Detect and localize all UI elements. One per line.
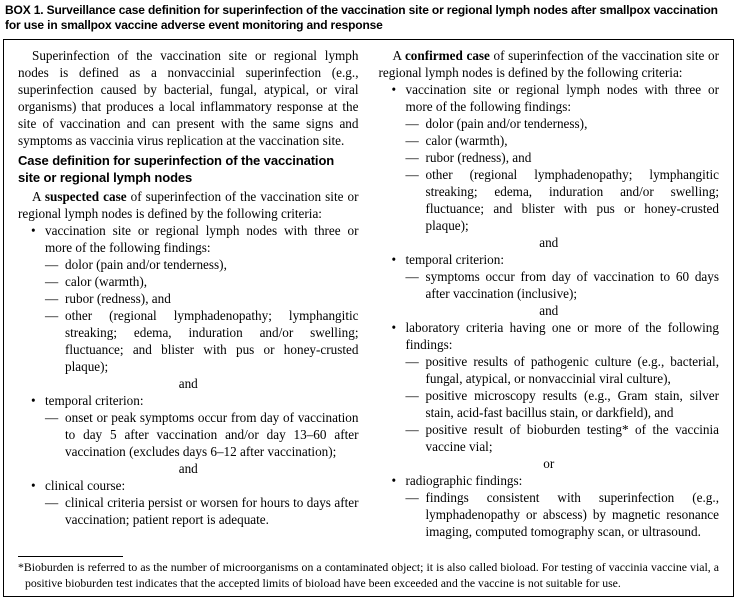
bullet-row bbox=[18, 477, 359, 528]
footnote bbox=[18, 556, 719, 591]
criterion-laboratory bbox=[379, 319, 720, 455]
finding-row bbox=[406, 353, 720, 387]
criterion-label: temporal criterion: bbox=[405, 252, 505, 267]
dash-icon: — bbox=[405, 269, 419, 284]
finding-row bbox=[45, 307, 359, 375]
lead-text-pre: A bbox=[32, 189, 45, 204]
finding-row bbox=[45, 409, 359, 460]
bullet-row bbox=[18, 392, 359, 460]
dash-icon: — bbox=[405, 490, 419, 505]
connector-and: and bbox=[178, 376, 198, 391]
finding-row bbox=[406, 132, 720, 149]
finding-row bbox=[406, 115, 720, 132]
bullet-row bbox=[18, 222, 359, 375]
connector-or: or bbox=[543, 456, 555, 471]
finding-row bbox=[45, 256, 359, 273]
bullet-row bbox=[379, 472, 720, 540]
finding-text: onset or peak symptoms occur from day of vaccination to day 5 after vaccination and/or day 13–60 after vaccination (excludes days 6–12 after vaccination); bbox=[65, 410, 359, 459]
lead-text-pre: A bbox=[392, 48, 405, 63]
suspected-case-paragraph bbox=[18, 188, 359, 222]
finding-row bbox=[406, 387, 720, 421]
finding-text: dolor (pain and/or tenderness), bbox=[65, 257, 227, 272]
finding-text: clinical criteria persist or worsen for hours to days after vaccination; patient report is adequate. bbox=[65, 495, 359, 527]
finding-text: other (regional lymphadenopathy; lymphangitic streaking; edema, induration and/or swelling; fluctuance; and blister with pus or honey-crusted plaque); bbox=[65, 308, 359, 374]
footnote-text bbox=[18, 560, 719, 591]
finding-text: positive results of pathogenic culture (e.g., bacterial, fungal, atypical, or nonvaccinial viral culture), bbox=[425, 354, 719, 386]
finding-row bbox=[406, 421, 720, 455]
confirmed-case-term: confirmed case bbox=[404, 48, 490, 63]
bullet-icon: • bbox=[31, 393, 36, 408]
criterion-label: vaccination site or regional lymph nodes with three or more of the following findings: bbox=[405, 82, 719, 114]
two-column-body bbox=[18, 47, 719, 556]
dash-icon: — bbox=[45, 308, 59, 323]
criterion-radiographic bbox=[379, 472, 720, 540]
bullet-icon: • bbox=[391, 320, 397, 335]
dash-icon: — bbox=[45, 410, 59, 425]
criterion-label: temporal criterion: bbox=[45, 393, 144, 408]
criterion-findings bbox=[379, 81, 720, 234]
connector-and: and bbox=[539, 303, 559, 318]
finding-text: rubor (redness), and bbox=[65, 291, 171, 306]
criterion-findings bbox=[18, 222, 359, 375]
finding-text: positive result of bioburden testing* of the vaccinia vaccine vial; bbox=[425, 422, 719, 454]
finding-text: dolor (pain and/or tenderness), bbox=[425, 116, 588, 131]
finding-text: rubor (redness), and bbox=[425, 150, 532, 165]
finding-text: symptoms occur from day of vaccination to 60 days after vaccination (inclusive); bbox=[425, 269, 719, 301]
footnote-marker: * bbox=[18, 560, 24, 575]
lead-text-post: of superinfection of the vaccination site or regional lymph nodes is defined by the following criteria: bbox=[378, 48, 719, 80]
criterion-temporal bbox=[379, 251, 720, 302]
finding-text: positive microscopy results (e.g., Gram stain, silver stain, acid-fast bacillus stain, or darkfield), and bbox=[425, 388, 719, 420]
dash-icon: — bbox=[405, 150, 419, 165]
criterion-body bbox=[45, 477, 359, 528]
connector-and: and bbox=[178, 461, 198, 476]
finding-row bbox=[406, 268, 720, 302]
criterion-body bbox=[406, 472, 720, 540]
suspected-case-term: suspected case bbox=[44, 189, 127, 204]
dash-icon: — bbox=[405, 116, 419, 131]
dash-icon: — bbox=[405, 388, 419, 403]
section-heading: Case definition for superinfection of the vaccination site or regional lymph nodes bbox=[18, 153, 335, 185]
confirmed-case-paragraph bbox=[379, 47, 720, 81]
finding-row bbox=[406, 166, 720, 234]
bullet-icon: • bbox=[391, 82, 397, 97]
criterion-clinical-course bbox=[18, 477, 359, 528]
bullet-icon: • bbox=[391, 473, 397, 488]
bullet-row bbox=[379, 319, 720, 455]
finding-text: findings consistent with superinfection (e.g., lymphadenopathy or abscess) by magnetic resonance imaging, computed tomography scan, or ultrasound. bbox=[425, 490, 719, 539]
criterion-label: clinical course: bbox=[45, 478, 126, 493]
dash-icon: — bbox=[405, 167, 419, 182]
dash-icon: — bbox=[405, 133, 419, 148]
right-column bbox=[379, 47, 720, 556]
dash-icon: — bbox=[45, 257, 59, 272]
dash-icon: — bbox=[45, 495, 59, 510]
footnote-rule bbox=[18, 556, 123, 557]
dash-icon: — bbox=[405, 422, 419, 437]
criterion-label: laboratory criteria having one or more of the following findings: bbox=[405, 320, 719, 352]
bullet-row bbox=[379, 81, 720, 234]
lead-text-post: of superinfection of the vaccination site or regional lymph nodes is defined by the following criteria: bbox=[18, 189, 359, 221]
bullet-row bbox=[379, 251, 720, 302]
finding-row bbox=[45, 290, 359, 307]
definition-box bbox=[3, 39, 734, 597]
bullet-icon: • bbox=[31, 478, 36, 493]
criterion-label: vaccination site or regional lymph nodes with three or more of the following findings: bbox=[45, 223, 359, 255]
bullet-icon: • bbox=[391, 252, 397, 267]
criterion-body bbox=[406, 81, 720, 234]
dash-icon: — bbox=[45, 274, 59, 289]
bullet-icon: • bbox=[31, 223, 36, 238]
finding-text: calor (warmth), bbox=[425, 133, 508, 148]
criterion-body bbox=[45, 222, 359, 375]
criterion-body bbox=[406, 251, 720, 302]
criterion-body bbox=[406, 319, 720, 455]
connector-and: and bbox=[539, 235, 559, 250]
criterion-body bbox=[45, 392, 359, 460]
dash-icon: — bbox=[405, 354, 419, 369]
finding-row bbox=[406, 489, 720, 540]
criterion-label: radiographic findings: bbox=[405, 473, 523, 488]
finding-text: other (regional lymphadenopathy; lymphangitic streaking; edema, induration and/or swelling; fluctuance; and blister with pus or honey-crusted plaque); bbox=[425, 167, 719, 233]
footnote-body: Bioburden is referred to as the number of microorganisms on a contaminated object; it is also called bioload. For testing of vaccinia vaccine vial, a positive bioburden test indicates that the accepted limits of bioload have been exceeded and the vaccine is not suitable for use. bbox=[23, 560, 719, 590]
dash-icon: — bbox=[45, 291, 59, 306]
finding-text: calor (warmth), bbox=[65, 274, 148, 289]
left-column bbox=[18, 47, 359, 556]
finding-row bbox=[406, 149, 720, 166]
finding-row bbox=[45, 273, 359, 290]
intro-paragraph: Superinfection of the vaccination site or regional lymph nodes is defined as a nonvaccinial superinfection (e.g., superinfection caused by bacterial, fungal, atypical, or viral organisms) that produces a local inflammatory response at the site of vaccination and can present with the same signs and symptoms as vaccinia virus replication at the vaccination site. bbox=[18, 48, 359, 148]
box-title: BOX 1. Surveillance case definition for superinfection of the vaccination site or regional lymph nodes after smallpox vaccination for use in smallpox vaccine adverse event monitoring and response bbox=[5, 3, 718, 32]
criterion-temporal bbox=[18, 392, 359, 460]
finding-row bbox=[45, 494, 359, 528]
